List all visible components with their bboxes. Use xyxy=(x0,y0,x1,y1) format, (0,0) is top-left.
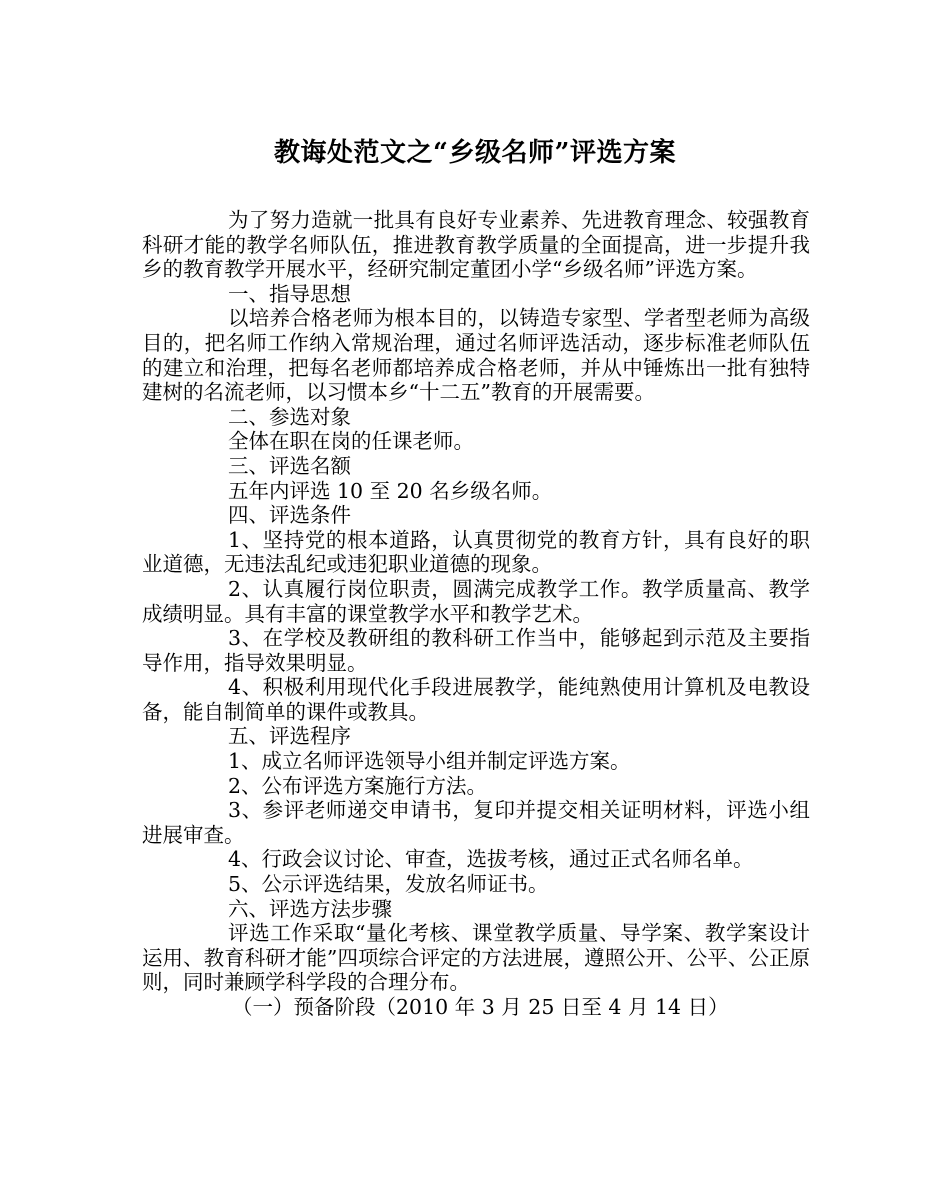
paragraph: 3、在学校及教研组的教科研工作当中，能够起到示范及主要指导作用，指导效果明显。 xyxy=(142,626,810,675)
stage-heading: （一）预备阶段（2010 年 3 月 25 日至 4 月 14 日） xyxy=(232,995,729,1019)
section-line: 五、评选程序 xyxy=(228,724,351,749)
section-line: 2、公布评选方案施行方法。 xyxy=(228,773,488,798)
section-line: 全体在职在岗的任课老师。 xyxy=(228,429,474,454)
section-line: 三、评选名额 xyxy=(228,453,351,478)
section-line: 5、公示评选结果，发放名师证书。 xyxy=(228,872,549,897)
paragraph: 为了努力造就一批具有良好专业素养、先进教育理念、较强教育科研才能的教学名师队伍，推进教育教学质量的全面提高，进一步提升我乡的教育教学开展水平，经研究制定董团小学“乡级名师”评选方案。 xyxy=(142,208,810,282)
paragraph: 评选工作采取“量化考核、课堂教学质量、导学案、教学案设计运用、教育科研才能”四项综合评定的方法进展，遵照公开、公平、公正原则，同时兼顾学科学段的合理分布。 xyxy=(142,921,810,995)
section-line: 1、成立名师评选领导小组并制定评选方案。 xyxy=(228,749,631,774)
paragraph: 1、坚持党的根本道路，认真贯彻党的教育方针，具有良好的职业道德，无违法乱纪或违犯职业道德的现象。 xyxy=(142,527,810,577)
section-line: 六、评选方法步骤 xyxy=(228,896,392,921)
paragraph: 2、认真履行岗位职责，圆满完成教学工作。教学质量高、教学成绩明显。具有丰富的课堂教学水平和教学艺术。 xyxy=(142,576,810,626)
document-title: 教诲处范文之“乡级名师”评选方案 xyxy=(274,138,676,168)
section-line: 一、指导思想 xyxy=(228,281,351,306)
section-line: 五年内评选 10 至 20 名乡级名师。 xyxy=(228,478,553,503)
section-line: 四、评选条件 xyxy=(228,503,351,528)
paragraph: 4、积极利用现代化手段进展教学，能纯熟使用计算机及电教设备，能自制简单的课件或教具。 xyxy=(142,675,810,724)
paragraph: 3、参评老师递交申请书，复印并提交相关证明材料，评选小组进展审查。 xyxy=(142,798,810,847)
section-line: 二、参选对象 xyxy=(228,404,351,429)
paragraph: 以培养合格老师为根本目的，以铸造专家型、学者型老师为高级目的，把名师工作纳入常规治理，通过名师评选活动，逐步标准老师队伍的建立和治理，把每名老师都培养成合格老师，并从中锤炼出一批有独特建树的名流老师，以习惯本乡“十二五”教育的开展需要。 xyxy=(142,306,810,405)
document-body xyxy=(142,208,810,1020)
section-line: 4、行政会议讨论、审查，选拔考核，通过正式名师名单。 xyxy=(228,847,754,872)
